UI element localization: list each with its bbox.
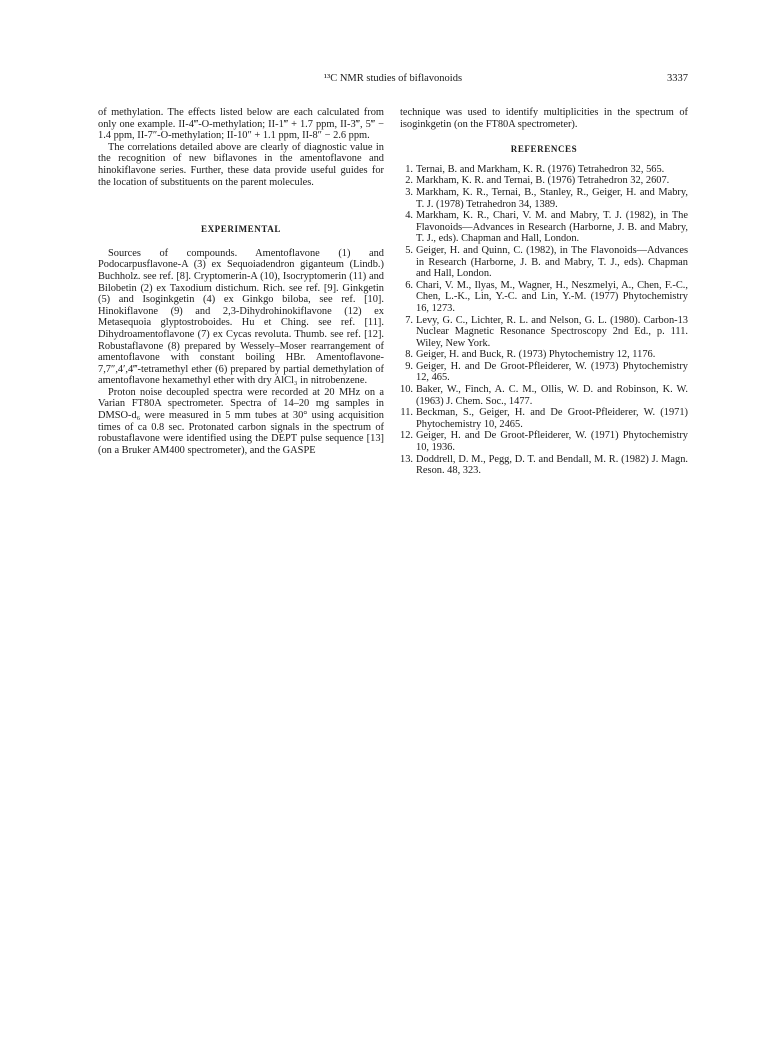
reference-number: 3. bbox=[405, 186, 413, 198]
reference-text: Geiger, H. and Buck, R. (1973) Phytochemistry 12, 1176. bbox=[416, 349, 656, 361]
experimental-heading: EXPERIMENTAL bbox=[200, 224, 282, 235]
reference-text: Geiger, H. and Quinn, C. (1982), in The Flavonoids—Advances in Research (Harborne, J. B. and Mabry, T. J., eds). Chapman and Hall, London. bbox=[416, 244, 688, 280]
paragraph-spectra: Proton noise decoupled spectra were recorded at 20 MHz on a Varian FT80A spectrometer. Spectra of 14–20 mg samples in DMSO-d₆ were measured in 5 mm tubes at 30° using acquisition times of ca 0.8 sec. Protonated carbon signals in the spectrum of robustaflavone were identified using the DEPT pulse sequence [13] (on a Bruker AM400 spectrometer), and the GASPE bbox=[98, 386, 384, 456]
reference-number: 5. bbox=[405, 244, 413, 256]
reference-text: Markham, K. R. and Ternai, B. (1976) Tetrahedron 32, 2607. bbox=[416, 175, 670, 187]
paragraph-sources: Sources of compounds. Amentoflavone (1) and Podocarpusflavone-A (3) ex Sequoiadendron giganteum (Lindb.) Buchholz. see ref. [8]. Cryptomerin-A (10), Isocryptomerin (11) and Bilobetin (2) ex Taxodium distichum. Rich. see ref. [9]. Ginkgetin (5) and Isoginkgetin (4) ex Ginkgo biloba, see ref. [10]. Hinokiflavone (9) and 2,3-Dihydrohinokiflavone (12) ex Metasequoia glyptostroboides. Hu et Ching. see ref. [11]. Dihydroamentoflavone (7) ex Cycas revoluta. Thumb. see ref. [12]. Robustaflavone (8) prepared by Wessely–Moser rearrangement of amentoflavone with constant boiling HBr. Amentoflavone-7,7″,4′,4‴-tetramethyl ether (6) prepared by partial demethylation of amentoflavone hexamethyl ether with dry AlCl₃ in nitrobenzene. bbox=[98, 247, 384, 387]
reference-text: Geiger, H. and De Groot-Pfleiderer, W. (1971) Phytochemistry 10, 1936. bbox=[416, 430, 688, 454]
paragraph-methylation: of methylation. The effects listed below are each calculated from only one example. II-4‴-O-methylation; II-1‴ + 1.7 ppm, II-3‴, 5‴ − 1.4 ppm, II-7″-O-methylation; II-10″ + 1.1 ppm, II-8″ − 2.6 ppm. bbox=[98, 107, 384, 142]
reference-number: 12. bbox=[400, 430, 413, 442]
reference-item bbox=[400, 164, 688, 176]
page-number: 3337 bbox=[667, 73, 688, 84]
reference-item bbox=[400, 384, 688, 407]
reference-number: 1. bbox=[405, 163, 413, 175]
reference-item bbox=[400, 407, 688, 430]
reference-item bbox=[400, 361, 688, 384]
reference-list bbox=[400, 164, 688, 477]
reference-item bbox=[400, 430, 688, 453]
reference-number: 7. bbox=[405, 314, 413, 326]
right-column bbox=[400, 107, 688, 477]
reference-item bbox=[400, 349, 688, 361]
reference-number: 8. bbox=[405, 349, 413, 361]
reference-number: 11. bbox=[400, 407, 413, 419]
reference-number: 6. bbox=[405, 279, 413, 291]
reference-item bbox=[400, 210, 688, 245]
left-column bbox=[98, 107, 384, 456]
reference-text: Beckman, S., Geiger, H. and De Groot-Pfleiderer, W. (1971) Phytochemistry 10, 2465. bbox=[416, 407, 688, 430]
reference-item bbox=[400, 187, 688, 210]
reference-number: 2. bbox=[405, 175, 413, 187]
references-heading: REFERENCES bbox=[510, 144, 578, 155]
reference-number: 13. bbox=[400, 453, 413, 465]
running-title: ¹³C NMR studies of biflavonoids bbox=[323, 73, 463, 84]
paragraph-technique: technique was used to identify multiplicities in the spectrum of isoginkgetin (on the FT80A spectrometer). bbox=[400, 107, 688, 130]
reference-text: Chari, V. M., Ilyas, M., Wagner, H., Neszmelyi, A., Chen, F.-C., Chen, L.-K., Lin, Y.-C. and Lin, Y.-M. (1977) Phytochemistry 16, 1273. bbox=[416, 279, 688, 314]
reference-number: 9. bbox=[405, 360, 413, 372]
reference-item bbox=[400, 315, 688, 350]
reference-number: 10. bbox=[400, 384, 413, 396]
reference-text: Markham, K. R., Ternai, B., Stanley, R., Geiger, H. and Mabry, T. J. (1978) Tetrahedron 34, 1389. bbox=[416, 186, 688, 210]
reference-item bbox=[400, 245, 688, 280]
reference-item bbox=[400, 280, 688, 315]
reference-item bbox=[400, 175, 688, 187]
reference-text: Ternai, B. and Markham, K. R. (1976) Tetrahedron 32, 565. bbox=[416, 163, 665, 175]
reference-text: Doddrell, D. M., Pegg, D. T. and Bendall, M. R. (1982) J. Magn. Reson. 48, 323. bbox=[416, 453, 688, 477]
reference-number: 4. bbox=[405, 210, 413, 222]
reference-text: Geiger, H. and De Groot-Pfleiderer, W. (1973) Phytochemistry 12, 465. bbox=[416, 360, 688, 384]
paragraph-correlations: The correlations detailed above are clearly of diagnostic value in the recognition of new biflavones in the amentoflavone and hinokiflavone series. Further, these data provide useful guides for the location of substituents on the parent molecules. bbox=[98, 141, 384, 188]
running-header bbox=[98, 73, 688, 87]
reference-text: Markham, K. R., Chari, V. M. and Mabry, T. J. (1982), in The Flavonoids—Advances in Research (Harborne, J. B. and Mabry, T. J., eds). Chapman and Hall, London. bbox=[416, 210, 688, 245]
reference-text: Baker, W., Finch, A. C. M., Ollis, W. D. and Robinson, K. W. (1963) J. Chem. Soc., 1477. bbox=[416, 384, 688, 407]
reference-text: Levy, G. C., Lichter, R. L. and Nelson, G. L. (1980). Carbon-13 Nuclear Magnetic Resonance Spectroscopy 2nd Ed., p. 111. Wiley, New York. bbox=[416, 314, 688, 349]
reference-item bbox=[400, 454, 688, 477]
